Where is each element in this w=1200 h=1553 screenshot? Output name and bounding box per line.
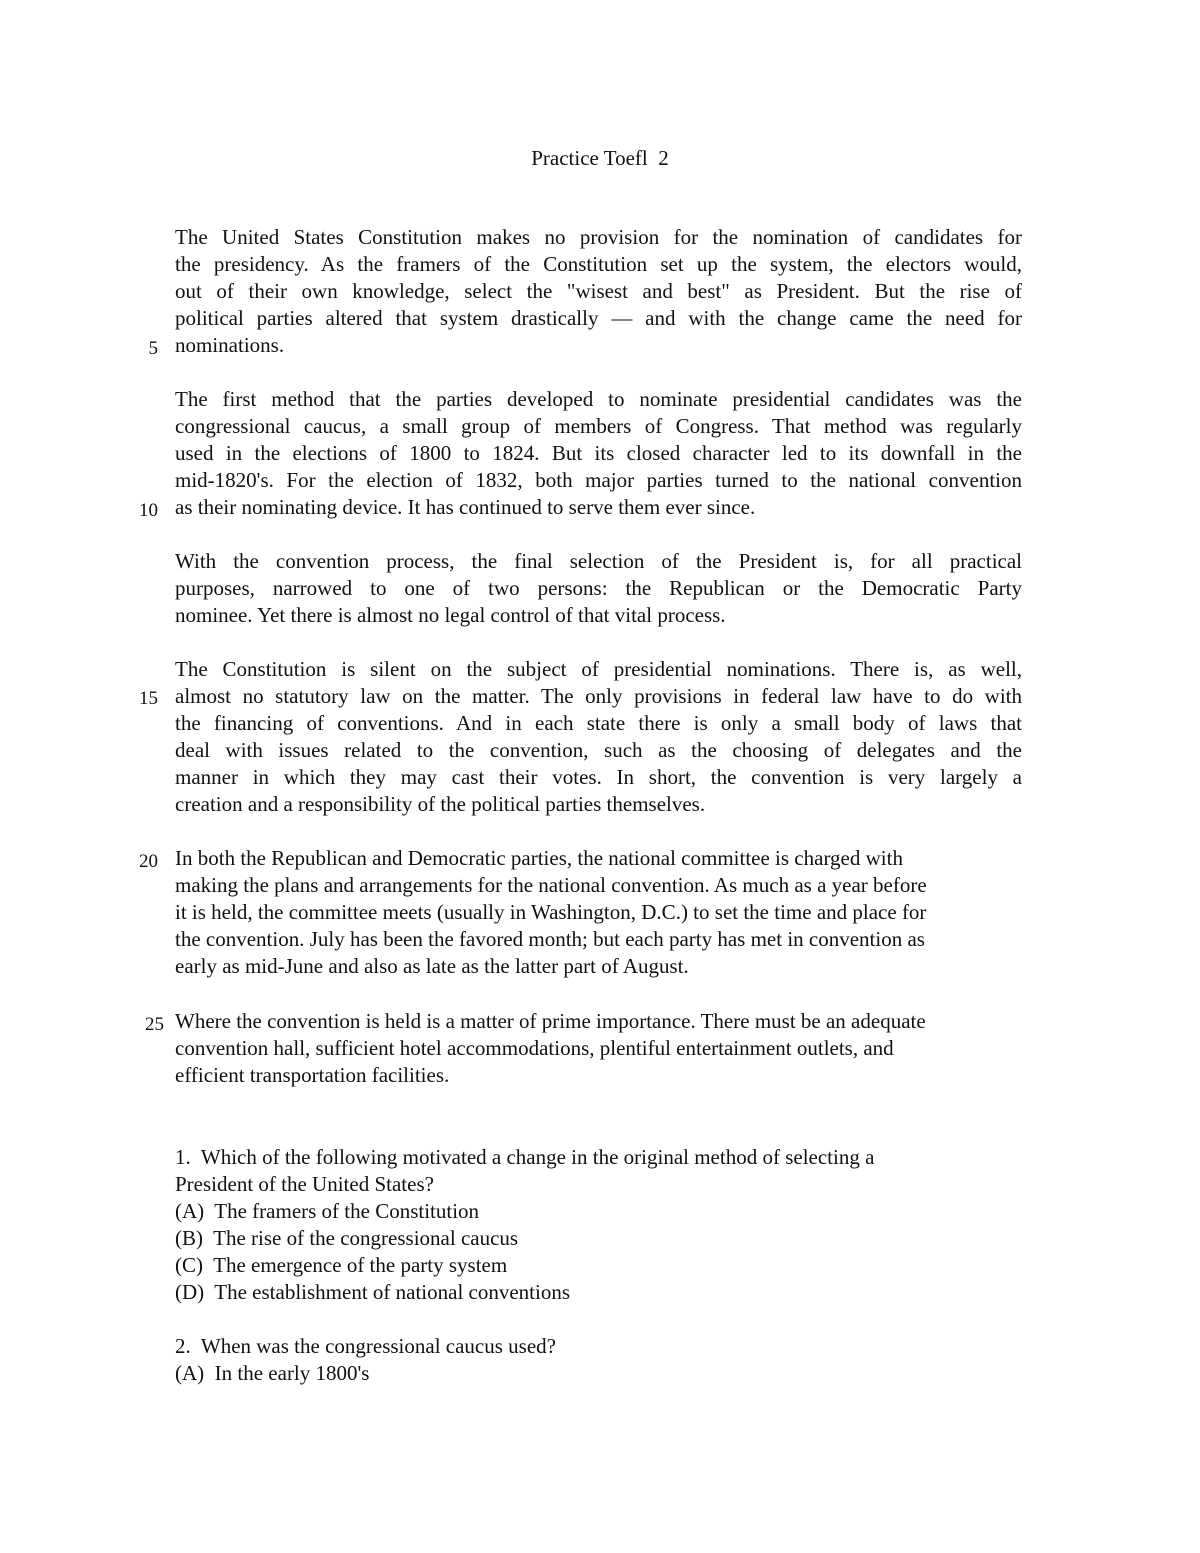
text-line: purposes, narrowed to one of two persons: the Republican or the Democratic Party [175, 576, 1022, 600]
text-line: used in the elections of 1800 to 1824. But its closed character led to its downfall in the [175, 441, 1022, 465]
answer-option-d: (D) The establishment of national conventions [175, 1280, 571, 1304]
line-number: 5 [148, 338, 158, 359]
text-line: the financing of conventions. And in each state there is only a small body of laws that [175, 711, 1022, 735]
question-stem: 1. Which of the following motivated a change in the original method of selecting a [175, 1145, 875, 1169]
text-line: mid-1820's. For the election of 1832, both major parties turned to the national convention [175, 468, 1022, 492]
answer-option-a: (A) The framers of the Constitution [175, 1199, 480, 1223]
text-line: The first method that the parties developed to nominate presidential candidates was the [175, 387, 1022, 411]
text-line: as their nominating device. It has continued to serve them ever since. [175, 495, 756, 519]
question-stem: President of the United States? [175, 1172, 434, 1196]
text-line: creation and a responsibility of the political parties themselves. [175, 792, 706, 816]
text-line: Where the convention is held is a matter of prime importance. There must be an adequate [175, 1009, 926, 1033]
text-line: almost no statutory law on the matter. The only provisions in federal law have to do with [175, 684, 1022, 708]
answer-option-a: (A) In the early 1800's [175, 1361, 370, 1385]
text-line: With the convention process, the final selection of the President is, for all practical [175, 549, 1022, 573]
text-line: early as mid-June and also as late as the latter part of August. [175, 954, 689, 978]
line-number: 15 [139, 688, 158, 709]
text-line: the presidency. As the framers of the Constitution set up the system, the electors would, [175, 252, 1022, 276]
text-line: congressional caucus, a small group of members of Congress. That method was regularly [175, 414, 1022, 438]
line-number: 25 [145, 1014, 164, 1035]
line-number: 10 [139, 500, 158, 521]
text-line: efficient transportation facilities. [175, 1063, 450, 1087]
text-line: making the plans and arrangements for the national convention. As much as a year before [175, 873, 927, 897]
text-line: In both the Republican and Democratic parties, the national committee is charged with [175, 846, 903, 870]
text-line: nominee. Yet there is almost no legal control of that vital process. [175, 603, 726, 627]
answer-option-c: (C) The emergence of the party system [175, 1253, 508, 1277]
text-line: convention hall, sufficient hotel accommodations, plentiful entertainment outlets, and [175, 1036, 894, 1060]
page-title: Practice Toefl 2 [531, 146, 669, 170]
text-line: The United States Constitution makes no provision for the nomination of candidates for [175, 225, 1022, 249]
answer-option-b: (B) The rise of the congressional caucus [175, 1226, 519, 1250]
text-line: it is held, the committee meets (usually in Washington, D.C.) to set the time and place for [175, 900, 927, 924]
text-line: political parties altered that system drastically — and with the change came the need for [175, 306, 1022, 330]
text-line: the convention. July has been the favored month; but each party has met in convention as [175, 927, 925, 951]
text-line: The Constitution is silent on the subject of presidential nominations. There is, as well, [175, 657, 1022, 681]
text-line: nominations. [175, 333, 285, 357]
line-number: 20 [139, 851, 158, 872]
text-line: manner in which they may cast their votes. In short, the convention is very largely a [175, 765, 1022, 789]
text-line: deal with issues related to the convention, such as the choosing of delegates and the [175, 738, 1022, 762]
question-stem: 2. When was the congressional caucus used? [175, 1334, 556, 1358]
text-line: out of their own knowledge, select the "wisest and best" as President. But the rise of [175, 279, 1022, 303]
